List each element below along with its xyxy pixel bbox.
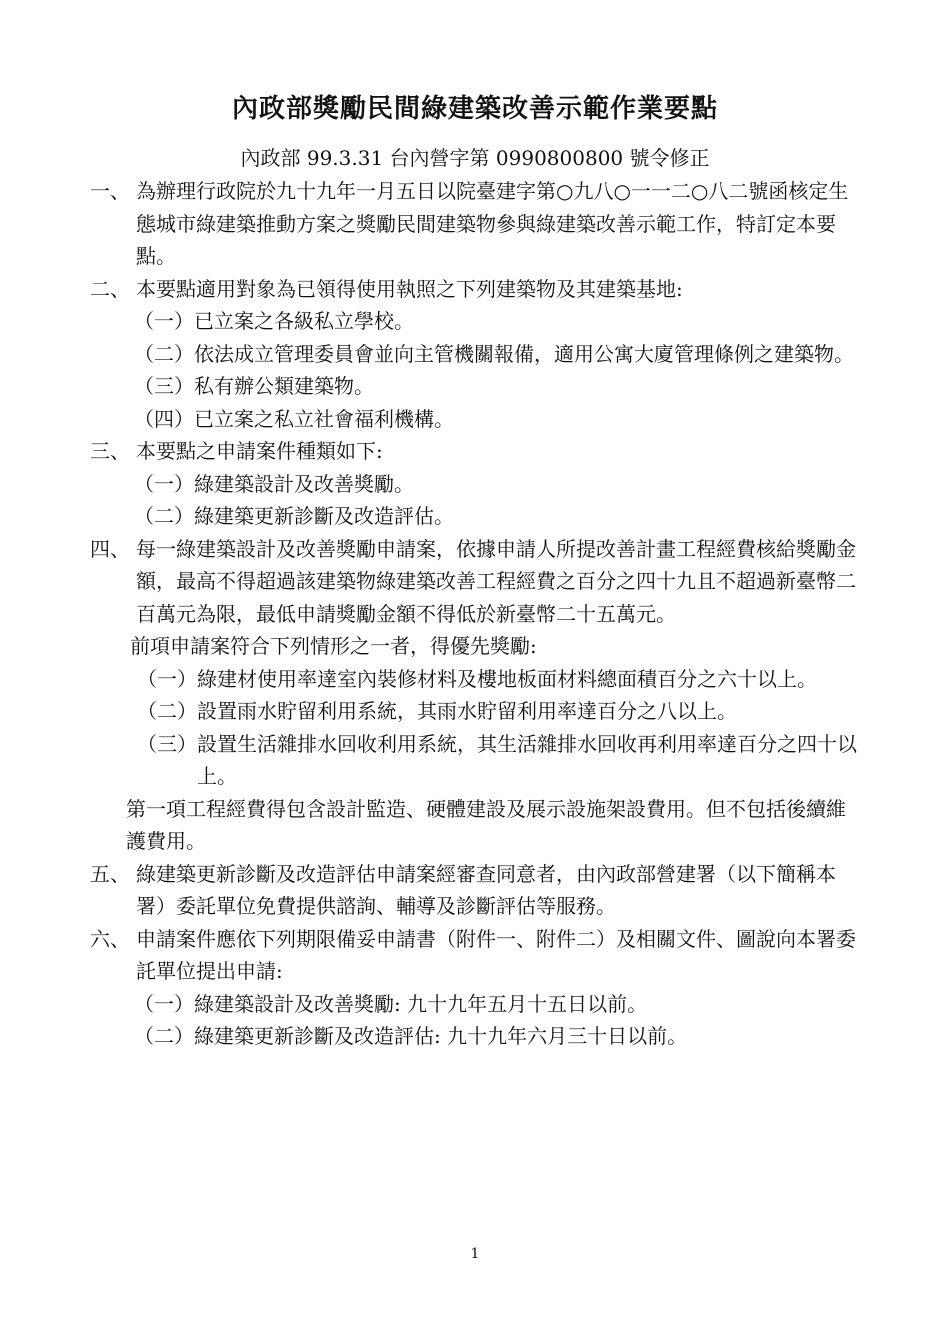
subsection-number: （二） <box>134 341 194 366</box>
section-1 <box>90 175 860 273</box>
section-number: 六、 <box>90 926 130 951</box>
subsection-text: 私有辦公類建築物。 <box>194 374 374 398</box>
subsection <box>90 468 860 501</box>
section-number: 二、 <box>90 276 130 301</box>
section-2 <box>90 273 860 306</box>
subsection <box>90 370 860 403</box>
section-text: 本要點適用對象為已領得使用執照之下列建築物及其建築基地: <box>136 276 683 301</box>
document-body <box>90 175 860 1053</box>
subsection-text: 已立案之各級私立學校。 <box>194 309 414 333</box>
subsection-text: 設置雨水貯留利用系統，其雨水貯留利用率達百分之八以上。 <box>197 699 737 723</box>
subsection-number: （二） <box>134 1024 194 1048</box>
section-text: 本要點之申請案件種類如下: <box>136 439 383 463</box>
section-text: 為辦理行政院於九十九年一月五日以院臺建字第○九八○一一二○八二號函核定生態城市綠建築推動方案之獎勵民間建築物參與綠建築改善示範工作，特訂定本要點。 <box>136 179 849 268</box>
subsection <box>90 1020 860 1053</box>
section-text: 申請案件應依下列期限備妥申請書（附件一、附件二）及相關文件、圖說向本署委託單位提出申請: <box>136 926 856 983</box>
subsection-text: 依法成立管理委員會並向主管機關報備，適用公寓大廈管理條例之建築物。 <box>194 341 854 366</box>
subsection <box>90 728 860 793</box>
subsection-text: 綠建築設計及改善獎勵: 九十九年五月十五日以前。 <box>194 991 648 1016</box>
subsection-text: 綠建築更新診斷及改造評估: 九十九年六月三十日以前。 <box>194 1024 688 1048</box>
subsection-number: （二） <box>134 504 194 528</box>
section-text: 每一綠建築設計及改善獎勵申請案，依據申請人所提改善計畫工程經費核給獎勵金額，最高不得超過該建築物綠建築改善工程經費之百分之四十九且不超過新臺幣二百萬元為限，最低申請獎勵金額不得低於新臺幣二十五萬元。 <box>136 536 856 626</box>
subsection-number: （一） <box>134 309 194 333</box>
section-text: 綠建築更新診斷及改造評估申請案經審查同意者，由內政部營建署（以下簡稱本署）委託單位免費提供諮詢、輔導及診斷評估等服務。 <box>136 861 836 918</box>
section-number: 五、 <box>90 861 130 886</box>
subsection-number: （一） <box>134 471 194 496</box>
subsection-text: 已立案之私立社會福利機構。 <box>194 406 454 431</box>
section-paragraph: 第一項工程經費得包含設計監造、硬體建設及展示設施架設費用。但不包括後續維護費用。 <box>126 796 846 853</box>
subsection-number: （一） <box>134 991 194 1016</box>
subsection <box>90 988 860 1021</box>
subsection <box>90 338 860 371</box>
subsection-number: （二） <box>137 699 197 723</box>
section-4 <box>90 533 860 631</box>
section-3 <box>90 435 860 468</box>
subsection-text: 綠建材使用率達室內裝修材料及樓地板面材料總面積百分之六十以上。 <box>197 666 817 691</box>
section-6 <box>90 923 860 988</box>
subsection <box>90 500 860 533</box>
section-number: 三、 <box>90 439 130 463</box>
subsection-number: （三） <box>137 731 197 756</box>
section-number: 四、 <box>90 536 130 561</box>
subsection <box>90 403 860 436</box>
subsection-number: （一） <box>137 666 197 691</box>
subsection <box>90 663 860 696</box>
page-number: 1 <box>470 1246 480 1262</box>
section-5 <box>90 858 860 923</box>
subsection-text: 設置生活雜排水回收利用系統，其生活雜排水回收再利用率達百分之四十以上。 <box>197 731 857 788</box>
subsection-number: （三） <box>134 374 194 398</box>
subsection-text: 綠建築更新診斷及改造評估。 <box>194 504 454 528</box>
section-number: 一、 <box>90 179 130 203</box>
subsection-text: 綠建築設計及改善獎勵。 <box>194 471 414 496</box>
subsection <box>90 695 860 728</box>
section-paragraph: 前項申請案符合下列情形之一者，得優先獎勵: <box>130 634 537 658</box>
subsection-number: （四） <box>134 406 194 431</box>
subsection <box>90 305 860 338</box>
document-title: 內政部獎勵民間綠建築改善示範作業要點 <box>231 94 718 124</box>
document-subtitle: 內政部 99.3.31 台內營字第 0990800800 號令修正 <box>240 146 710 170</box>
